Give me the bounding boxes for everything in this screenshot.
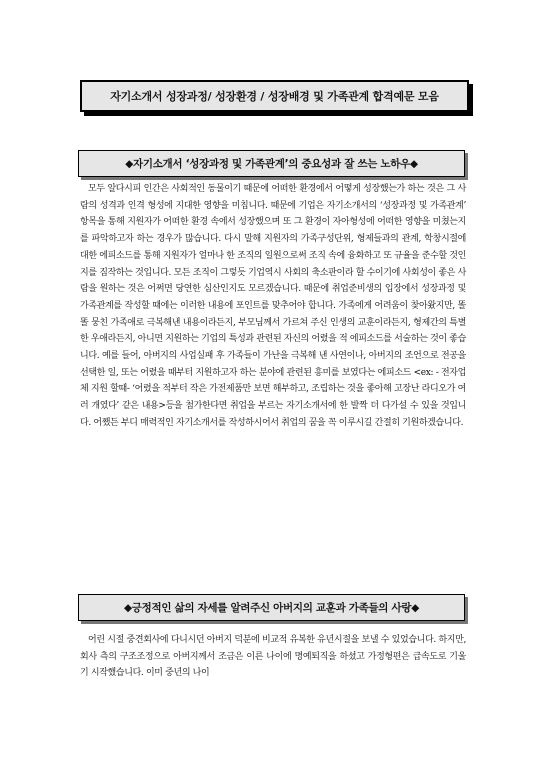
section-heading-father-lesson: ◆긍정적인 삶의 자세를 알려주신 아버지의 교훈과 가족들의 사랑◆ (78, 594, 465, 621)
document-title: 자기소개서 성장과정/ 성장환경 / 성장배경 및 가족관계 합격예문 모음 (80, 80, 469, 112)
section-body-father-lesson: 어린 시절 중견회사에 다니시던 아버지 덕분에 비교적 유복한 유년시절을 보낼 수 있었습니다. 하지만, 회사 측의 구조조정으로 아버지께서 조금은 이른 나이에 명예퇴직을 하셨고 가정형편은 급속도로 기울기 시작했습니다. 이미 중년의 나이 (80, 635, 466, 679)
section-heading-growth-importance: ◆자기소개서 ‘성장과정 및 가족관계’의 중요성과 잘 쓰는 노하우◆ (78, 150, 465, 177)
section-body-growth-importance: 모두 알다시피 인간은 사회적인 동물이기 때문에 어떠한 환경에서 어떻게 성장했는가 하는 것은 그 사람의 성격과 인격 형성에 지대한 영향을 미칩니다. 때문에 기업은 자기소개서의 ‘성장과정 및 가족관계’ 항목을 통해 지원자가 어떠한 환경 속에서 성장했으며 또 그 환경이 자아형성에 어떠한 영향을 미쳤는지를 파악하고자 하는 경우가 많습니다. 다시 말해 지원자의 가족구성단위, 형제들과의 관계, 학창시절에 대한 에피소드를 통해 지원자가 얼마나 한 조직의 일원으로써 조직 속에 융화하고 또 규율을 준수할 것인지를 짐작하는 것입니다. 모든 조직이 그렇듯 기업역시 사회의 축소판이라 할 수이기에 사회성이 좋은 사람을 원하는 것은 어쩌면 당연한 심산인지도 모르겠습니다. 때문에 취업준비생의 입장에서 성장과정 및 가족관계를 작성할 때에는 이러한 내용에 포인트를 맞추어야 합니다. 가족에게 어려움이 찾아왔지만, 똘똘 뭉친 가족애로 극복해낸 내용이라든지, 부모님께서 가르쳐 주신 인생의 교훈이라든지, 형제간의 특별한 우애라든지, 아니면 지원하는 기업의 특성과 관련된 자신의 어렸을 적 에피소드를 서술하는 것이 좋습니다. 예를 들어, 아버지의 사업실패 후 가족들이 가난을 극복해 낸 사연이나, 아버지의 조언으로 전공을 선택한 일, 또는 어렸을 때부터 지원하고자 하는 분야에 관련된 흥미를 보였다는 에피소드 <ex: - 전자업체 지원 할때- ‘어렸을 적부터 작은 가전제품만 보면 해부하고, 조립하는 것을 좋아해 고장난 라디오가 여러 개였다’ 같은 내용>등을 첨가한다면 취업을 부르는 자기소개서에 한 발짝 더 다가설 수 있을 것입니다. 어쨌든 부디 매력적인 자기소개서를 작성하시어서 취업의 꿈을 꼭 이루시길 간절히 기원하겠습니다. (80, 184, 466, 428)
